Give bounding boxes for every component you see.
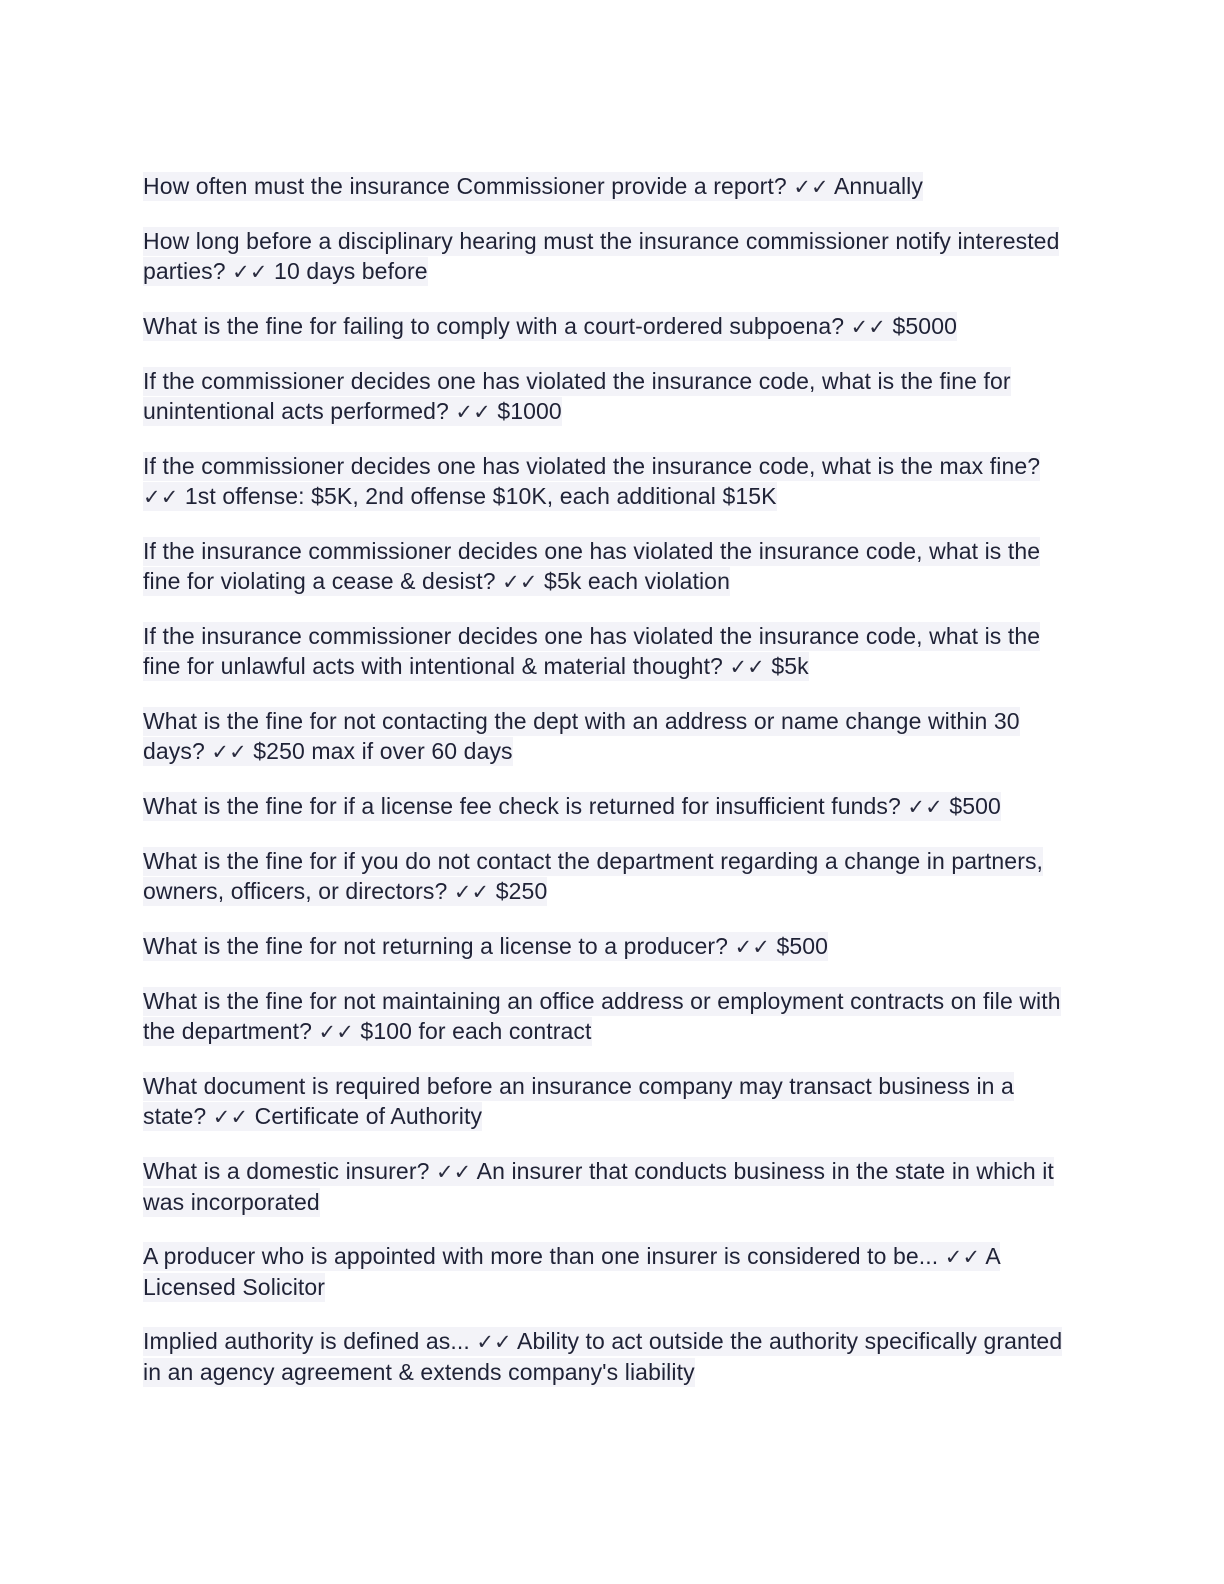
question-text: What is a domestic insurer? — [143, 1158, 430, 1184]
qa-item — [143, 366, 1073, 427]
answer-text: $1000 — [497, 398, 562, 424]
question-text: How long before a disciplinary hearing must the insurance commissioner notify interested parties? — [143, 228, 1060, 284]
answer-text: $5000 — [892, 313, 957, 339]
qa-item — [143, 1326, 1073, 1387]
answer-text: 1st offense: $5K, 2nd offense $10K, each additional $15K — [184, 483, 777, 509]
qa-item — [143, 1241, 1073, 1302]
answer-text: $5k each violation — [544, 568, 730, 594]
check-icon: ✓✓ — [455, 400, 491, 424]
question-text: If the insurance commissioner decides one has violated the insurance code, what is the fine for unlawful acts with intentional & material thought? — [143, 623, 1041, 679]
check-icon: ✓✓ — [212, 1105, 249, 1129]
answer-text: $500 — [776, 933, 829, 959]
question-text: If the commissioner decides one has violated the insurance code, what is the max fine? — [143, 453, 1041, 479]
qa-item — [143, 171, 1073, 202]
question-text: What is the fine for not maintaining an office address or employment contracts on file with the department? — [143, 988, 1061, 1044]
check-icon: ✓✓ — [232, 260, 268, 284]
question-text: How often must the insurance Commissioner provide a report? — [143, 173, 787, 199]
answer-text: $100 for each contract — [360, 1018, 592, 1044]
answer-text: $5k — [771, 653, 809, 679]
qa-item — [143, 226, 1073, 287]
question-text: A producer who is appointed with more than one insurer is considered to be... — [143, 1243, 939, 1269]
check-icon: ✓✓ — [793, 175, 829, 199]
qa-item — [143, 536, 1073, 597]
check-icon: ✓✓ — [435, 1160, 472, 1184]
qa-item — [143, 931, 1073, 962]
qa-item — [143, 311, 1073, 342]
qa-item — [143, 1071, 1073, 1132]
answer-text: A Licensed Solicitor — [143, 1243, 1000, 1300]
answer-text: Certificate of Authority — [254, 1103, 483, 1129]
check-icon: ✓✓ — [729, 655, 765, 679]
answer-text: $500 — [949, 793, 1001, 819]
check-icon: ✓✓ — [143, 485, 179, 509]
qa-item — [143, 986, 1073, 1047]
check-icon: ✓✓ — [476, 1330, 512, 1354]
check-icon: ✓✓ — [944, 1245, 981, 1269]
qa-item — [143, 706, 1073, 767]
question-text: What is the fine for not contacting the dept with an address or name change within 30 days? — [143, 708, 1020, 764]
check-icon: ✓✓ — [318, 1020, 354, 1044]
check-icon: ✓✓ — [453, 880, 490, 904]
check-icon: ✓✓ — [907, 795, 943, 819]
check-icon: ✓✓ — [850, 315, 887, 339]
question-text: Implied authority is defined as... — [143, 1328, 470, 1354]
question-text: What is the fine for if you do not contact the department regarding a change in partners, owners, officers, or directors? — [143, 848, 1044, 904]
check-icon: ✓✓ — [502, 570, 538, 594]
question-text: What document is required before an insurance company may transact business in a state? — [143, 1073, 1014, 1129]
qa-list — [143, 171, 1073, 1411]
qa-item — [143, 791, 1073, 822]
answer-text: 10 days before — [274, 258, 428, 284]
check-icon: ✓✓ — [734, 935, 770, 959]
answer-text: An insurer that conducts business in the state in which it was incorporated — [143, 1158, 1054, 1215]
qa-item — [143, 451, 1073, 512]
question-text: What is the fine for failing to comply with a court-ordered subpoena? — [143, 313, 845, 339]
answer-text: Annually — [833, 173, 923, 199]
qa-item — [143, 846, 1073, 907]
answer-text: Ability to act outside the authority specifically granted in an agency agreement & extends company's liability — [143, 1328, 1063, 1385]
qa-item — [143, 1156, 1073, 1217]
question-text: What is the fine for not returning a license to a producer? — [143, 933, 729, 959]
question-text: If the commissioner decides one has violated the insurance code, what is the fine for unintentional acts performed? — [143, 368, 1011, 424]
qa-item — [143, 621, 1073, 682]
question-text: What is the fine for if a license fee check is returned for insufficient funds? — [143, 793, 901, 819]
answer-text: $250 max if over 60 days — [253, 738, 513, 764]
check-icon: ✓✓ — [211, 740, 247, 764]
answer-text: $250 — [495, 878, 548, 904]
question-text: If the insurance commissioner decides one has violated the insurance code, what is the fine for violating a cease & desist? — [143, 538, 1041, 594]
